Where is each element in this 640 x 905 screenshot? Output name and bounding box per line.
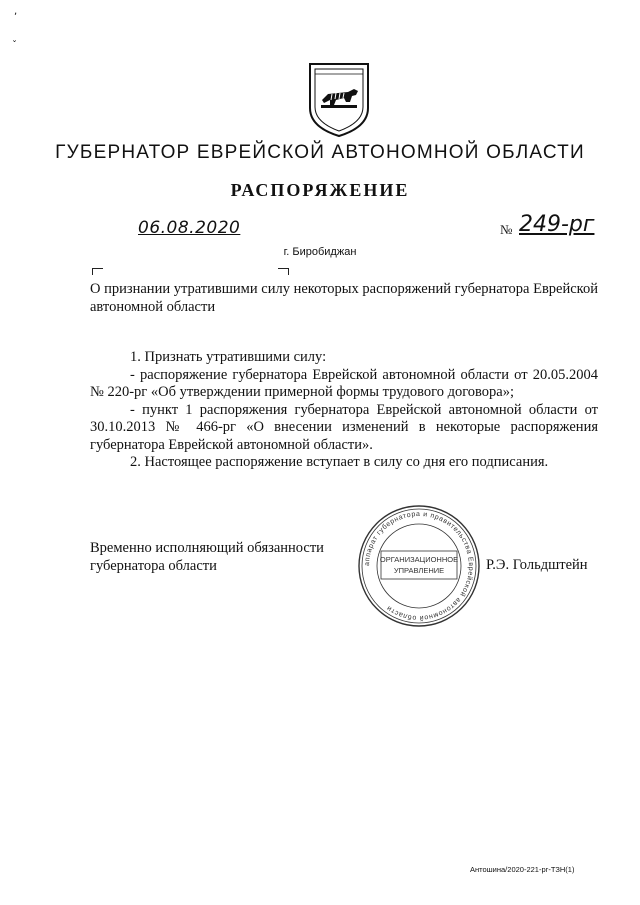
- document-date: 06.08.2020: [138, 218, 241, 238]
- scan-mark: ˇ: [12, 40, 17, 51]
- signatory-position: Временно исполняющий обязанности: [90, 540, 324, 556]
- coat-of-arms-icon: [306, 60, 372, 138]
- paragraph: 2. Настоящее распоряжение вступает в силу со дня его подписания.: [130, 454, 549, 470]
- paragraph: - пункт 1 распоряжения губернатора Еврейской автономной области от 30.10.2013 № 466-рг «О внесении изменений в некоторые распоряжения губернатора Еврейской автономной области».: [90, 401, 598, 453]
- scan-mark: ,: [14, 6, 18, 17]
- issuer-title: ГУБЕРНАТОР ЕВРЕЙСКОЙ АВТОНОМНОЙ ОБЛАСТИ: [55, 142, 585, 163]
- stamp-center-line2: УПРАВЛЕНИЕ: [393, 566, 445, 575]
- city: г. Биробиджан: [283, 246, 357, 258]
- document-body: [90, 349, 598, 472]
- signature-block: [90, 540, 324, 575]
- document-number: 249-рг: [519, 212, 595, 237]
- document-type: РАСПОРЯЖЕНИЕ: [230, 180, 410, 200]
- document-subject: О признании утратившими силу некоторых распоряжений губернатора Еврейской автономной области: [90, 281, 598, 315]
- number-label: №: [500, 222, 513, 237]
- bracket-right: [278, 268, 289, 275]
- signatory-position-2: губернатора области: [90, 557, 217, 574]
- paragraph: - распоряжение губернатора Еврейской автономной области от 20.05.2004 № 220-рг «Об утверждении примерной формы трудового договора»;: [90, 366, 598, 400]
- official-stamp: [356, 503, 482, 629]
- stamp-center-line1: ОРГАНИЗАЦИОННОЕ: [379, 555, 459, 564]
- footer-reference: Антошина/2020-221-рг-ТЗН(1): [470, 865, 575, 874]
- paragraph: 1. Признать утратившими силу:: [130, 349, 327, 365]
- bracket-left: [92, 268, 103, 275]
- signatory-name: Р.Э. Гольдштейн: [486, 557, 588, 573]
- stamp-ring-text: аппарат губернатора и правительства Еврейской автономной области: [363, 510, 475, 622]
